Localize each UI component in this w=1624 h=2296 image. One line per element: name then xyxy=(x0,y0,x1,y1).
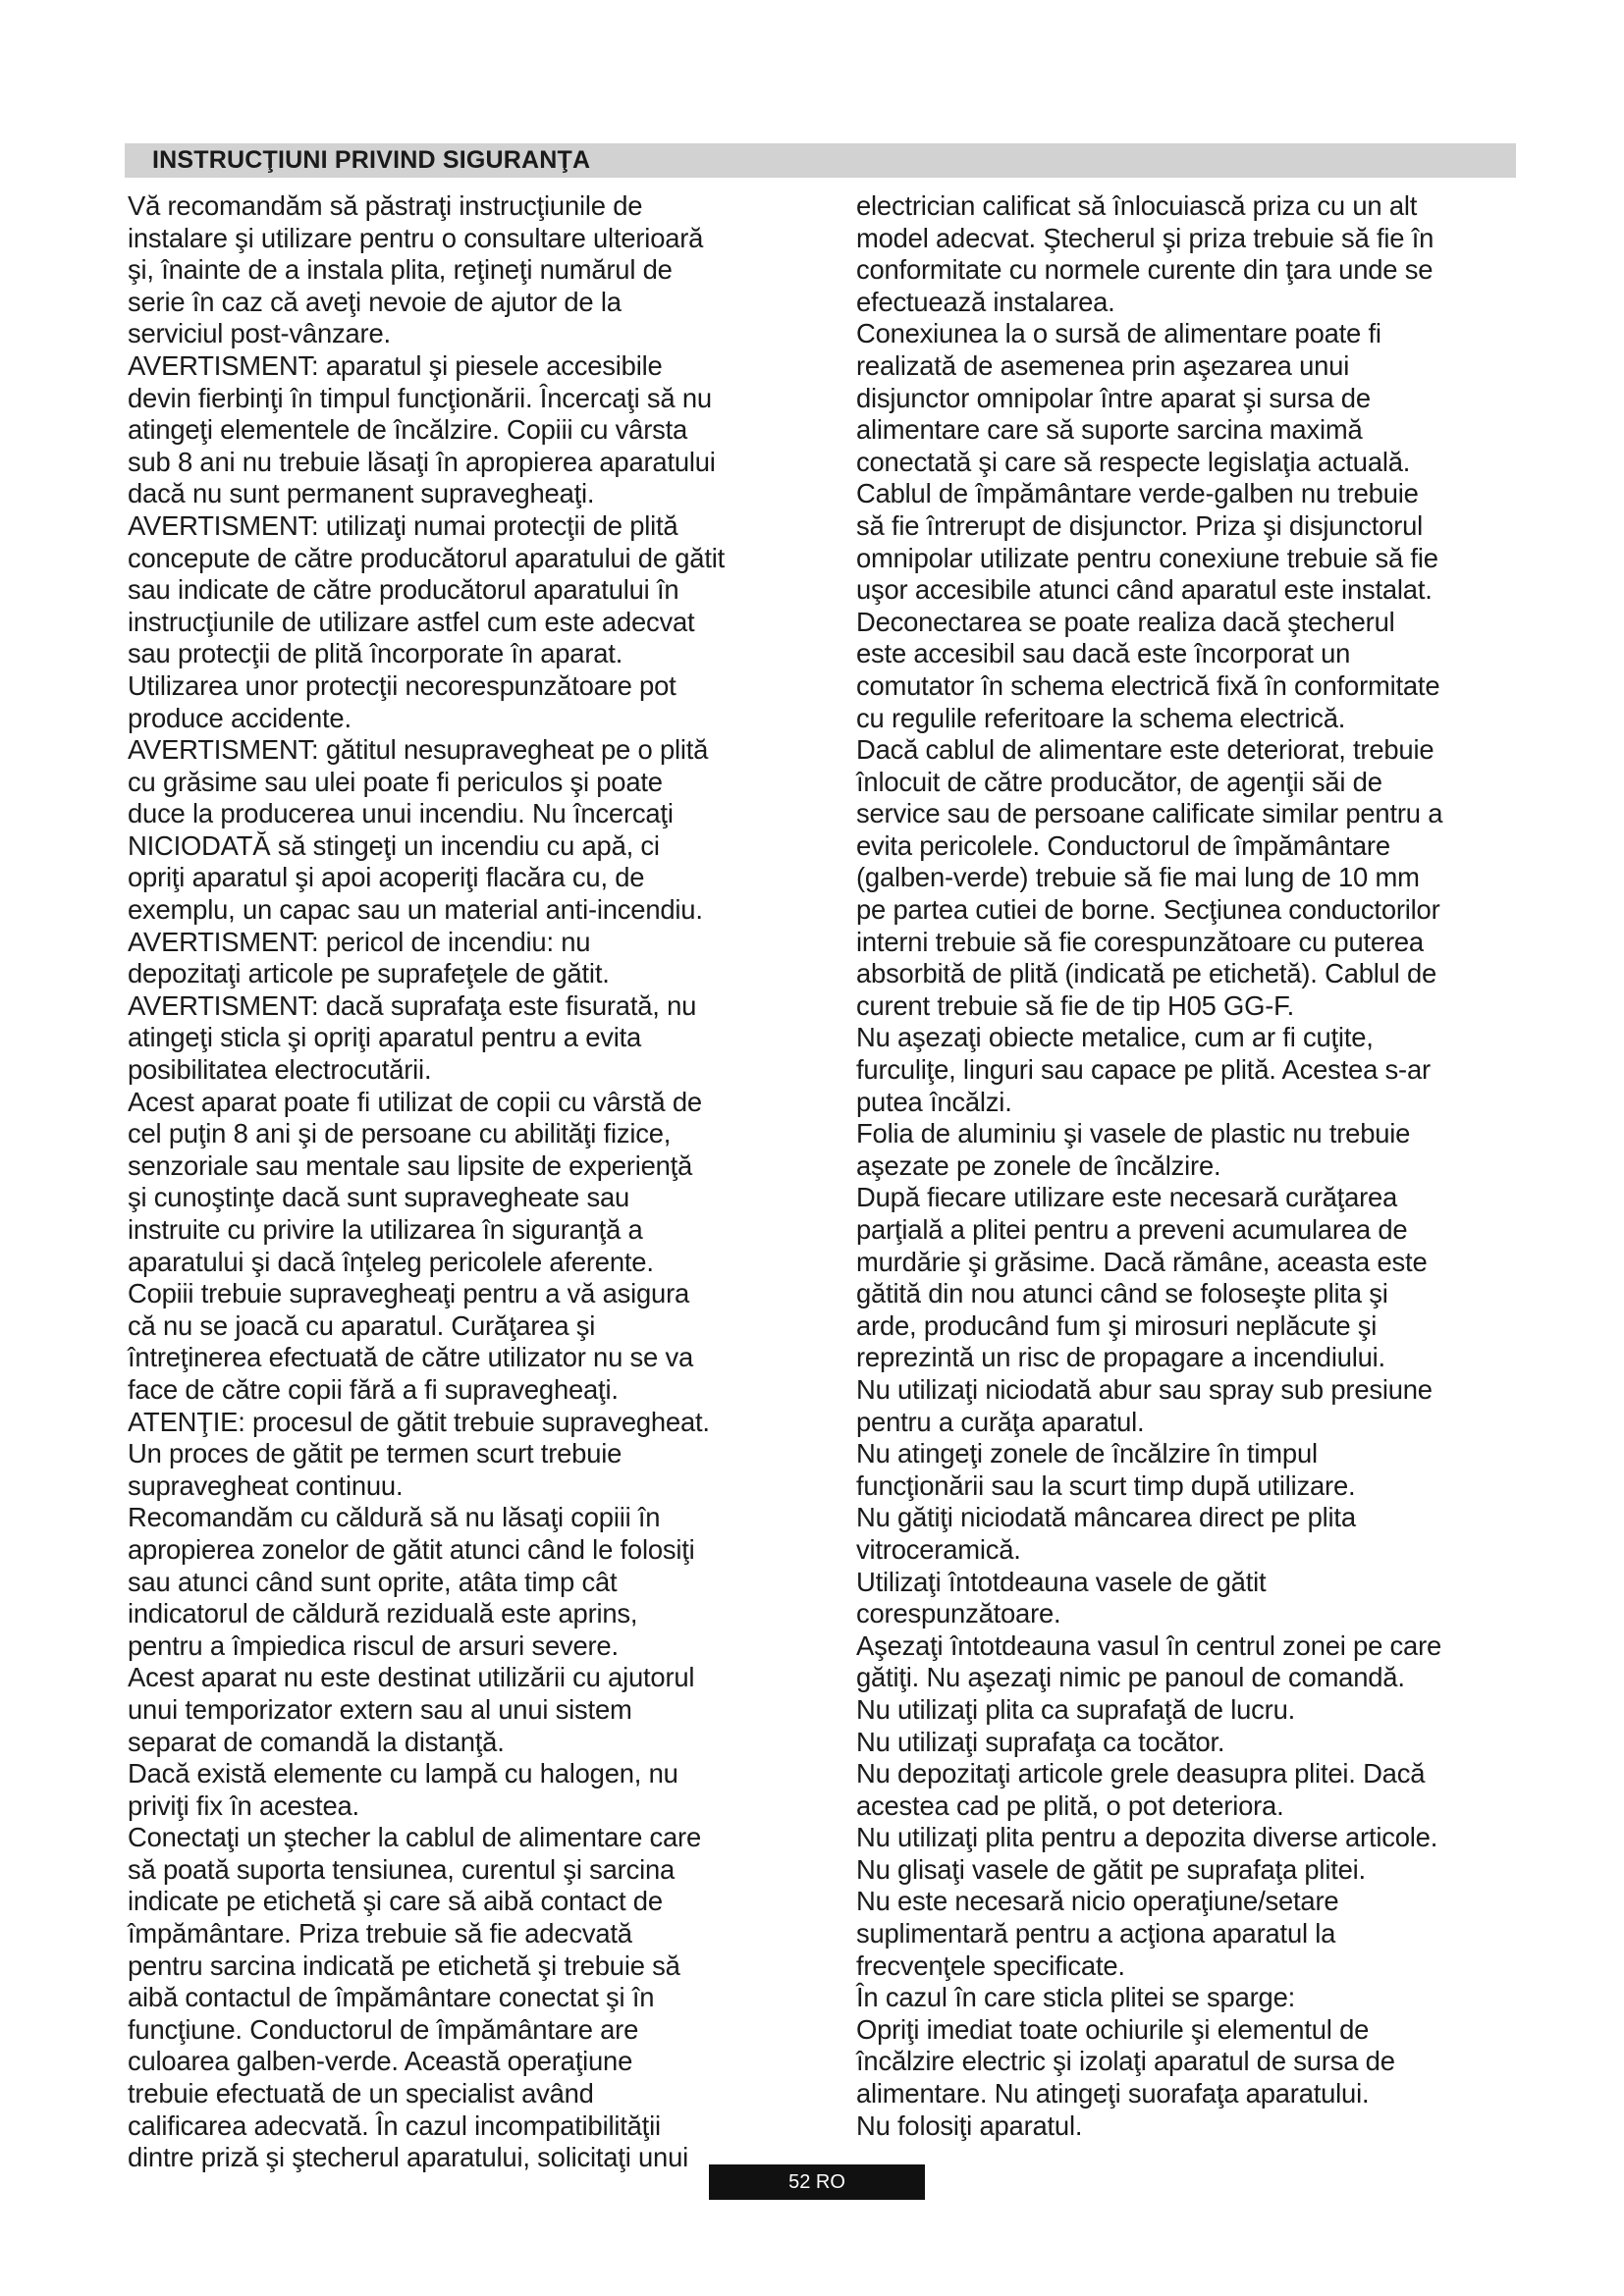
text-line: Acest aparat poate fi utilizat de copii cu vârstă de xyxy=(128,1086,702,1117)
text-line: instrucţiunile de utilizare astfel cum este adecvat xyxy=(128,606,695,637)
text-line: Acest aparat nu este destinat utilizării cu ajutorul xyxy=(128,1662,695,1693)
text-line: suplimentară pentru a acţiona aparatul la xyxy=(856,1918,1336,1949)
text-line: Nu utilizaţi plita ca suprafaţă de lucru. xyxy=(856,1693,1296,1725)
text-line: evita pericolele. Conductorul de împământare xyxy=(856,829,1390,861)
left-text-column xyxy=(128,190,820,2174)
text-line: Deconectarea se poate realiza dacă ştecherul xyxy=(856,606,1395,637)
text-line: Un proces de gătit pe termen scurt trebuie xyxy=(128,1438,623,1469)
text-line: calificarea adecvată. În cazul incompatibilităţii xyxy=(128,2109,661,2141)
right-text-column xyxy=(856,190,1548,2142)
text-line: furculiţe, linguri sau capace pe plită. Acestea s-ar xyxy=(856,1054,1431,1086)
text-line: pentru a împiedica riscul de arsuri severe. xyxy=(128,1629,619,1661)
text-line: instalare şi utilizare pentru o consultare ulterioară xyxy=(128,222,704,253)
text-line: face de către copii fără a fi supravegheaţi. xyxy=(128,1373,619,1405)
text-line: parţială a plitei pentru a preveni acumularea de xyxy=(856,1214,1408,1245)
text-line: putea încălzi. xyxy=(856,1086,1012,1117)
text-line: Cablul de împământare verde-galben nu trebuie xyxy=(856,478,1419,509)
text-line: Opriţi imediat toate ochiurile şi elementul de xyxy=(856,2013,1370,2045)
text-line: vitroceramică. xyxy=(856,1533,1021,1565)
text-line: corespunzătoare. xyxy=(856,1598,1061,1629)
text-line: funcţiune. Conductorul de împământare are xyxy=(128,2013,639,2045)
text-line: trebuie efectuată de un specialist având xyxy=(128,2078,594,2109)
text-line: apropierea zonelor de gătit atunci când le folosiţi xyxy=(128,1533,695,1565)
text-line: ATENŢIE: procesul de gătit trebuie supravegheat. xyxy=(128,1406,710,1437)
text-line: aşezate pe zonele de încălzire. xyxy=(856,1149,1221,1181)
text-line: supravegheat continuu. xyxy=(128,1469,404,1501)
text-line: Nu atingeţi zonele de încălzire în timpul xyxy=(856,1438,1318,1469)
text-line: senzoriale sau mentale sau lipsite de experienţă xyxy=(128,1149,693,1181)
text-line: Nu glisaţi vasele de gătit pe suprafaţa plitei. xyxy=(856,1853,1366,1885)
text-line: Nu depozitaţi articole grele deasupra plitei. Dacă xyxy=(856,1758,1426,1789)
text-line: concepute de către producătorul aparatului de gătit xyxy=(128,542,726,573)
text-line: Nu utilizaţi suprafaţa ca tocător. xyxy=(856,1726,1225,1757)
text-line: Conectaţi un ştecher la cablul de alimentare care xyxy=(128,1822,701,1853)
text-line: NICIODATĂ să stingeţi un incendiu cu apă, ci xyxy=(128,829,660,861)
text-line: pentru a curăţa aparatul. xyxy=(856,1406,1145,1437)
text-line: disjunctor omnipolar între aparat şi sursa de xyxy=(856,382,1371,413)
text-line: Nu aşezaţi obiecte metalice, cum ar fi cuţite, xyxy=(856,1022,1374,1053)
text-line: posibilitatea electrocutării. xyxy=(128,1054,432,1086)
text-line: alimentare care să suporte sarcina maximă xyxy=(856,414,1363,446)
text-line: atingeţi elementele de încălzire. Copiii cu vârsta xyxy=(128,414,688,446)
text-line: AVERTISMENT: utilizaţi numai protecţii de plită xyxy=(128,509,678,541)
text-line: comutator în schema electrică fixă în conformitate xyxy=(856,669,1440,701)
text-line: Folia de aluminiu şi vasele de plastic nu trebuie xyxy=(856,1118,1411,1149)
text-line: culoarea galben-verde. Această operaţiune xyxy=(128,2046,633,2077)
text-line: sau atunci când sunt oprite, atâta timp cât xyxy=(128,1566,618,1597)
text-line: model adecvat. Ştecherul şi priza trebuie să fie în xyxy=(856,222,1435,253)
text-line: electrician calificat să înlocuiască priza cu un alt xyxy=(856,190,1418,221)
text-line: Dacă există elemente cu lampă cu halogen, nu xyxy=(128,1758,678,1789)
text-line: să poată suporta tensiunea, curentul şi sarcina xyxy=(128,1853,676,1885)
text-line: uşor accesibile atunci când aparatul este instalat. xyxy=(856,574,1433,606)
text-line: Nu este necesară nicio operaţiune/setare xyxy=(856,1886,1339,1917)
text-line: opriţi aparatul şi apoi acoperiţi flacăra cu, de xyxy=(128,862,645,893)
text-line: cu regulile referitoare la schema electrică. xyxy=(856,702,1346,733)
text-line: interni trebuie să fie corespunzătoare cu puterea xyxy=(856,926,1424,957)
text-line: instruite cu privire la utilizarea în siguranţă a xyxy=(128,1214,643,1245)
text-line: efectuează instalarea. xyxy=(856,286,1115,317)
text-line: arde, producând fum şi mirosuri neplăcute şi xyxy=(856,1309,1378,1341)
text-line: funcţionării sau la scurt timp după utilizare. xyxy=(856,1469,1356,1501)
section-header-bar xyxy=(125,143,1516,178)
text-line: Vă recomandăm să păstraţi instrucţiunile de xyxy=(128,190,643,221)
text-line: priviţi fix în acestea. xyxy=(128,1789,359,1821)
text-line: indicatorul de căldură reziduală este aprins, xyxy=(128,1598,638,1629)
text-line: înlocuit de către producător, de agenţii săi de xyxy=(856,766,1382,797)
text-line: conectată şi care să respecte legislaţia actuală. xyxy=(856,446,1411,477)
text-line: încălzire electric şi izolaţi aparatul de sursa de xyxy=(856,2046,1395,2077)
text-line: şi, înainte de a instala plita, reţineţi numărul de xyxy=(128,254,673,286)
text-line: exemplu, un capac sau un material anti-incendiu. xyxy=(128,894,703,926)
text-line: dacă nu sunt permanent supravegheaţi. xyxy=(128,478,595,509)
text-line: frecvenţele specificate. xyxy=(856,1949,1125,1981)
text-line: Copiii trebuie supravegheaţi pentru a vă asigura xyxy=(128,1278,690,1309)
text-line: gătiţi. Nu aşezaţi nimic pe panoul de comandă. xyxy=(856,1662,1405,1693)
text-line: AVERTISMENT: dacă suprafaţa este fisurată, nu xyxy=(128,989,697,1021)
text-line: produce accidente. xyxy=(128,702,352,733)
text-line: aibă contactul de împământare conectat şi în xyxy=(128,1982,655,2013)
text-line: Nu utilizaţi niciodată abur sau spray sub presiune xyxy=(856,1373,1433,1405)
text-line: serie în caz că aveţi nevoie de ajutor de la xyxy=(128,286,622,317)
text-line: duce la producerea unui incendiu. Nu încercaţi xyxy=(128,798,674,829)
text-line: separat de comandă la distanţă. xyxy=(128,1726,505,1757)
text-line: sub 8 ani nu trebuie lăsaţi în apropierea aparatului xyxy=(128,446,716,477)
text-line: întreţinerea efectuată de către utilizator nu se va xyxy=(128,1342,693,1373)
text-line: dintre priză şi ştecherul aparatului, solicitaţi unui xyxy=(128,2142,688,2173)
text-line: Conexiunea la o sursă de alimentare poate fi xyxy=(856,318,1381,349)
text-line: cu grăsime sau ulei poate fi periculos şi poate xyxy=(128,766,663,797)
text-line: aparatului şi dacă înţeleg pericolele aferente. xyxy=(128,1246,654,1277)
text-line: Nu gătiţi niciodată mâncarea direct pe plita xyxy=(856,1502,1356,1533)
text-line: serviciul post-vânzare. xyxy=(128,318,391,349)
text-line: Nu folosiţi aparatul. xyxy=(856,2109,1083,2141)
section-title: INSTRUCŢIUNI PRIVIND SIGURANŢA xyxy=(152,146,591,174)
text-line: depozitaţi articole pe suprafeţele de gătit. xyxy=(128,958,610,989)
text-line: Aşezaţi întotdeauna vasul în centrul zonei pe care xyxy=(856,1629,1442,1661)
text-line: Recomandăm cu căldură să nu lăsaţi copiii în xyxy=(128,1502,661,1533)
text-line: pe partea cutiei de borne. Secţiunea conductorilor xyxy=(856,894,1440,926)
text-line: sau indicate de către producătorul aparatului în xyxy=(128,574,679,606)
text-line: că nu se joacă cu aparatul. Curăţarea şi xyxy=(128,1309,596,1341)
text-line: împământare. Priza trebuie să fie adecvată xyxy=(128,1918,632,1949)
text-line: Nu utilizaţi plita pentru a depozita diverse articole. xyxy=(856,1822,1438,1853)
page-number-badge: 52 RO xyxy=(709,2164,925,2200)
text-line: este accesibil sau dacă este încorporat un xyxy=(856,638,1351,669)
text-line: murdărie şi grăsime. Dacă rămâne, aceasta este xyxy=(856,1246,1428,1277)
text-line: AVERTISMENT: pericol de incendiu: nu xyxy=(128,926,591,957)
text-line: indicate pe etichetă şi care să aibă contact de xyxy=(128,1886,663,1917)
text-line: cel puţin 8 ani şi de persoane cu abilităţi fizice, xyxy=(128,1118,672,1149)
text-line: unui temporizator extern sau al unui sistem xyxy=(128,1693,632,1725)
text-line: AVERTISMENT: gătitul nesupravegheat pe o plită xyxy=(128,734,709,766)
text-line: service sau de persoane calificate similar pentru a xyxy=(856,798,1443,829)
text-line: devin fierbinţi în timpul funcţionării. Încercaţi să nu xyxy=(128,382,712,413)
text-line: sau protecţii de plită încorporate în aparat. xyxy=(128,638,623,669)
text-line: şi cunoştinţe dacă sunt supravegheate sau xyxy=(128,1182,630,1213)
text-line: acestea cad pe plită, o pot deteriora. xyxy=(856,1789,1284,1821)
text-line: După fiecare utilizare este necesară curăţarea xyxy=(856,1182,1398,1213)
text-line: alimentare. Nu atingeţi suorafaţa aparatului. xyxy=(856,2078,1370,2109)
text-line: AVERTISMENT: aparatul şi piesele accesibile xyxy=(128,349,663,381)
text-line: realizată de asemenea prin aşezarea unui xyxy=(856,349,1350,381)
text-line: Utilizarea unor protecţii necorespunzătoare pot xyxy=(128,669,677,701)
text-line: pentru sarcina indicată pe etichetă şi trebuie să xyxy=(128,1949,680,1981)
text-line: Utilizaţi întotdeauna vasele de gătit xyxy=(856,1566,1267,1597)
text-line: omnipolar utilizate pentru conexiune trebuie să fie xyxy=(856,542,1438,573)
text-line: În cazul în care sticla plitei se sparge: xyxy=(856,1982,1296,2013)
text-line: Dacă cablul de alimentare este deteriorat, trebuie xyxy=(856,734,1435,766)
text-line: atingeţi sticla şi opriţi aparatul pentru a evita xyxy=(128,1022,642,1053)
text-line: (galben-verde) trebuie să fie mai lung de 10 mm xyxy=(856,862,1420,893)
text-line: să fie întrerupt de disjunctor. Priza şi disjunctorul xyxy=(856,509,1424,541)
text-line: gătită din nou atunci când se foloseşte plita şi xyxy=(856,1278,1388,1309)
text-line: reprezintă un risc de propagare a incendiului. xyxy=(856,1342,1385,1373)
text-line: conformitate cu normele curente din ţara unde se xyxy=(856,254,1434,286)
text-line: curent trebuie să fie de tip H05 GG-F. xyxy=(856,989,1295,1021)
text-line: absorbită de plită (indicată pe etichetă). Cablul de xyxy=(856,958,1437,989)
